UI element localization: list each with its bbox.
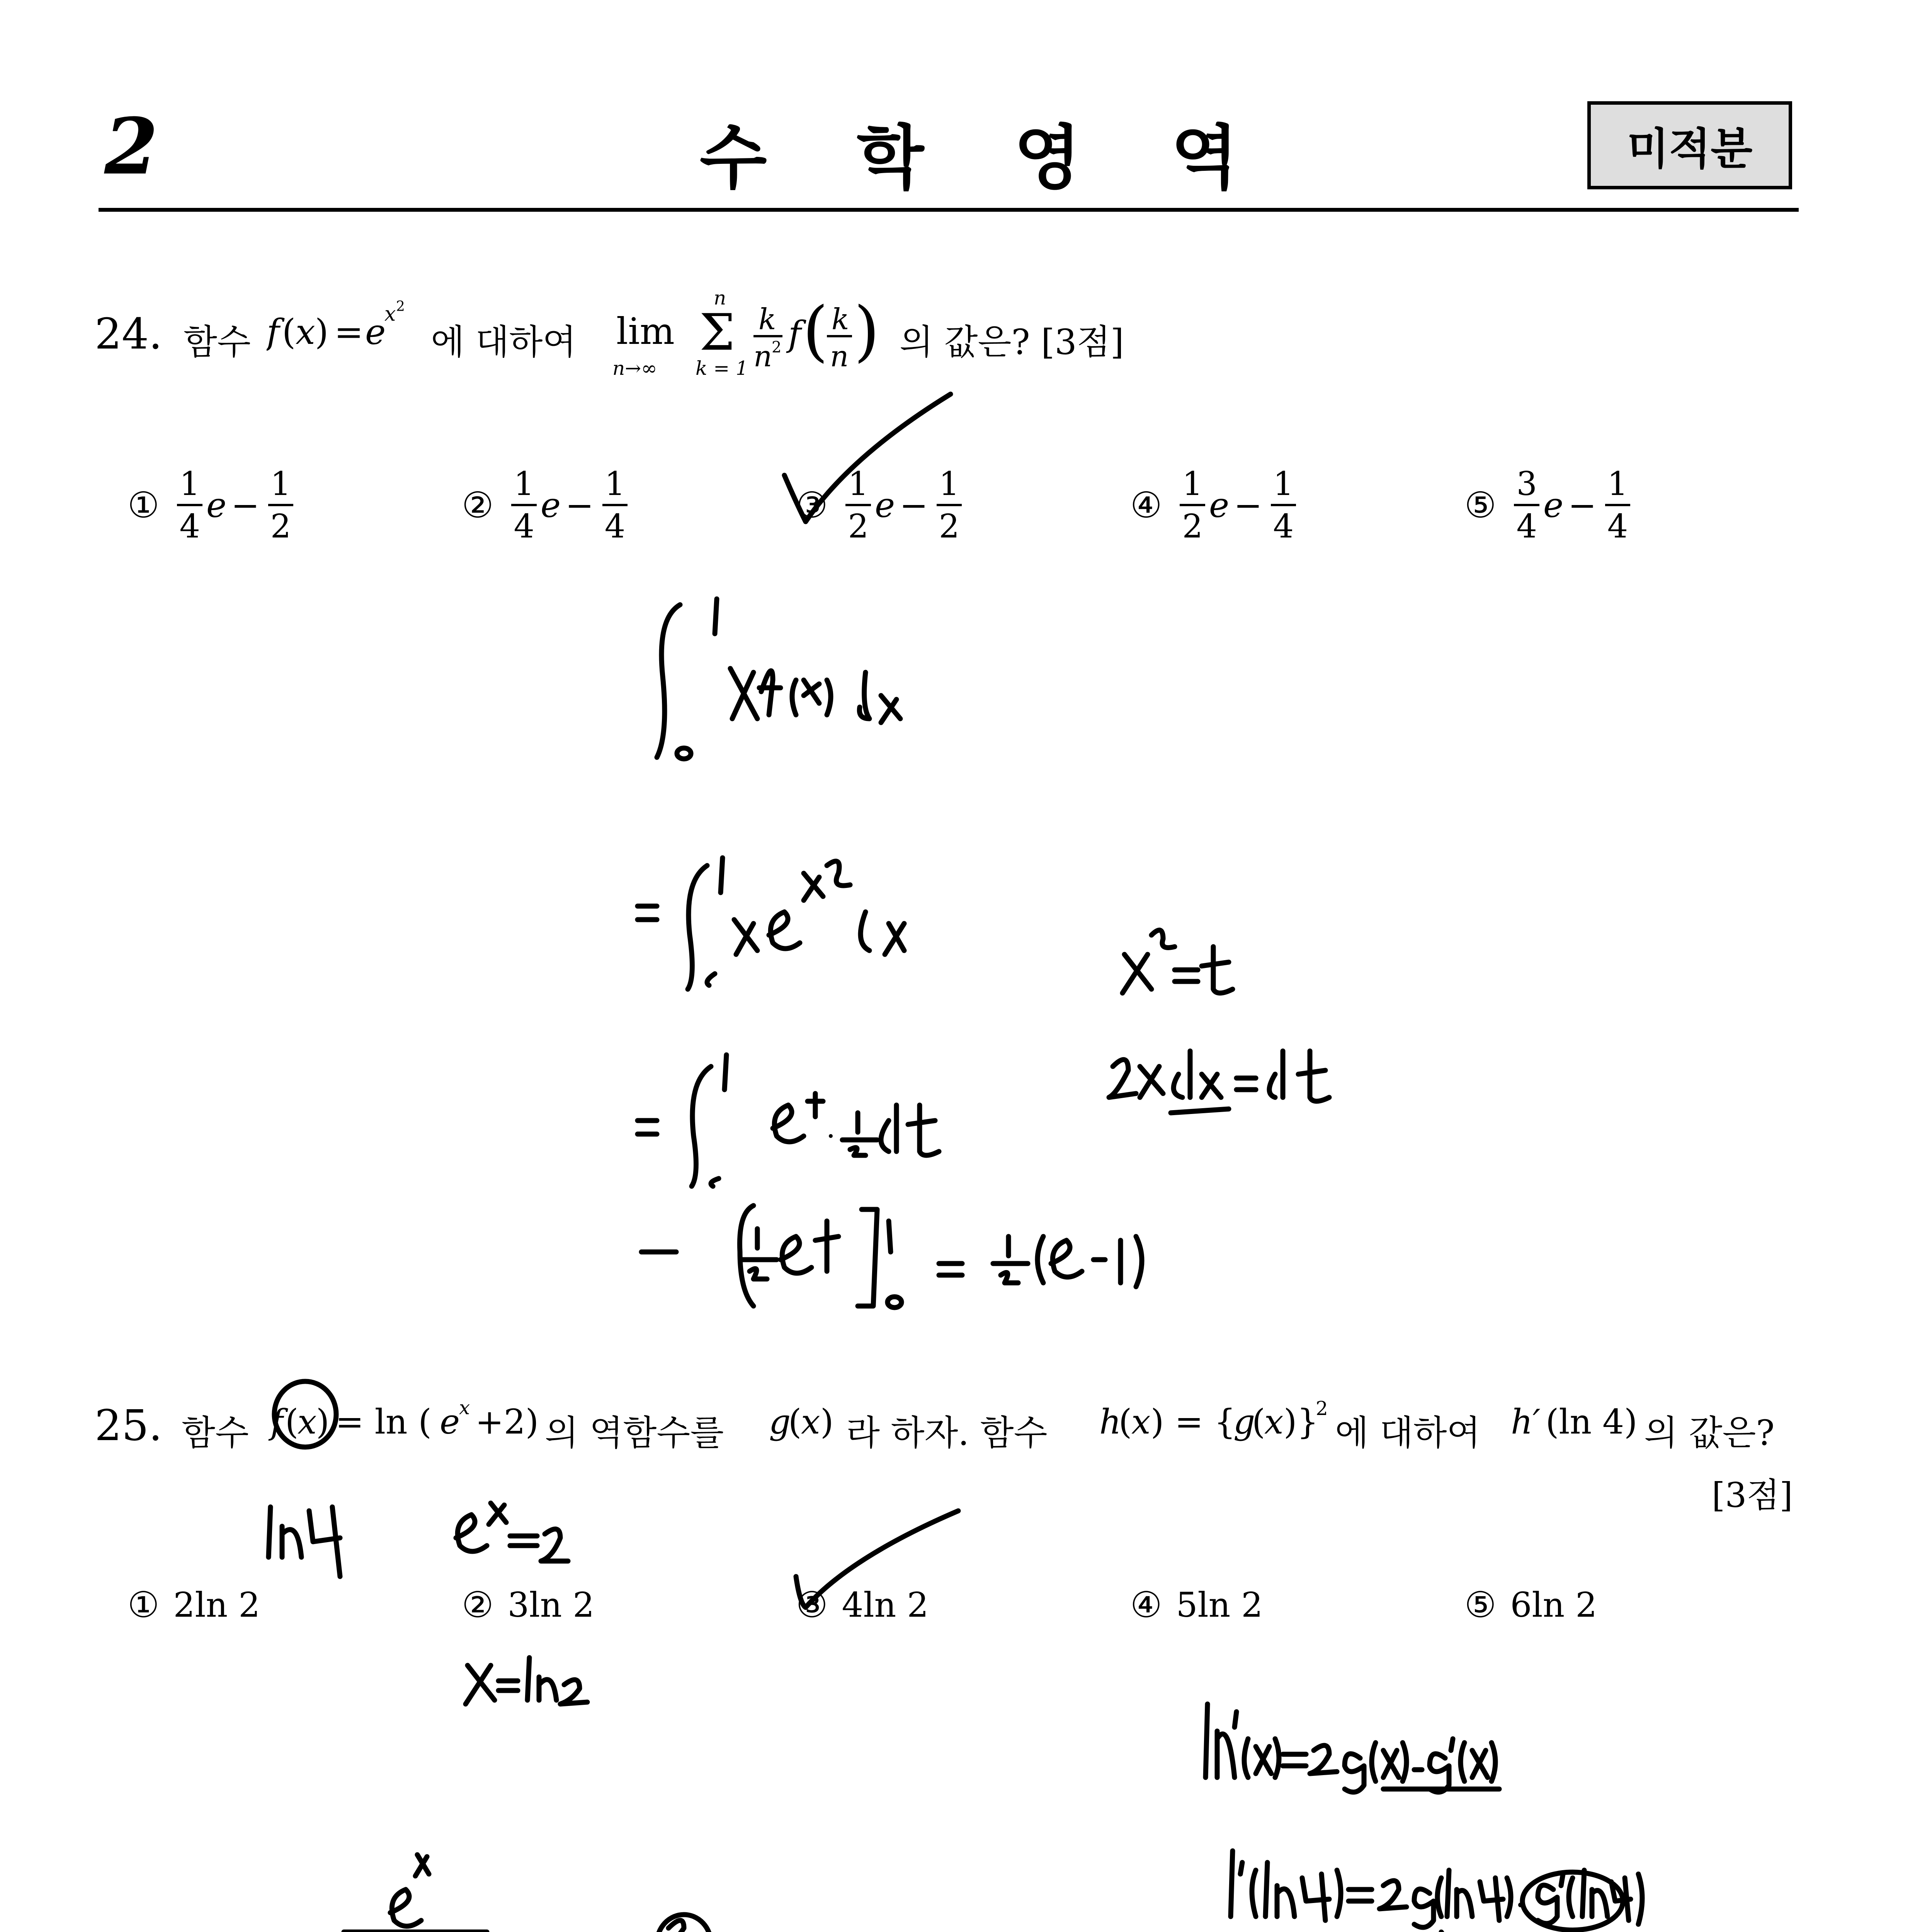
q25-choice-1[interactable] bbox=[128, 1584, 260, 1626]
q24-choice-1[interactable]: ① 1 4 e − 1 2 bbox=[128, 468, 297, 543]
work-ln4-note bbox=[269, 1507, 340, 1577]
work-substitution bbox=[1122, 930, 1233, 993]
q24-choice-2[interactable]: ② 1 4 e − 1 4 bbox=[462, 468, 631, 543]
svg-text:(: ( bbox=[285, 1402, 299, 1442]
svg-text:k = 1: k = 1 bbox=[696, 357, 748, 379]
svg-text:): ) bbox=[820, 1402, 834, 1442]
svg-text:(: ( bbox=[1119, 1402, 1132, 1442]
fraction: 1 2 bbox=[845, 468, 871, 543]
svg-text:(: ( bbox=[1252, 1402, 1265, 1442]
question-25-text-3: 에 대하여 bbox=[1335, 1413, 1481, 1453]
choice-mark: ② bbox=[462, 1584, 494, 1626]
svg-text:lim: lim bbox=[616, 310, 675, 353]
svg-text:= ln (: = ln ( bbox=[335, 1402, 432, 1442]
svg-text:h′: h′ bbox=[1511, 1402, 1541, 1442]
question-25-inverse bbox=[767, 1391, 856, 1453]
svg-text:n: n bbox=[753, 339, 772, 373]
svg-text:x: x bbox=[1131, 1402, 1151, 1442]
svg-text:k: k bbox=[759, 302, 776, 336]
svg-text:): ) bbox=[316, 1402, 330, 1442]
svg-text:x: x bbox=[801, 1402, 820, 1442]
choice-mark: ③ bbox=[796, 484, 828, 526]
svg-text:2: 2 bbox=[1316, 1397, 1328, 1420]
fraction: 1 4 bbox=[177, 468, 202, 543]
choice-mark: ① bbox=[128, 1584, 160, 1626]
svg-text:): ) bbox=[315, 312, 329, 352]
svg-text:x: x bbox=[384, 303, 396, 326]
question-25-text-4: 의 값은? bbox=[1644, 1413, 1775, 1453]
choice-mark: ① bbox=[128, 484, 160, 526]
fraction: 1 2 bbox=[268, 468, 293, 543]
header-divider bbox=[99, 208, 1799, 212]
subject-title: 수 학 영 역 bbox=[699, 118, 1271, 199]
q25-choice-2[interactable] bbox=[462, 1584, 594, 1626]
svg-text:n→∞: n→∞ bbox=[612, 357, 657, 379]
choice-value: 4ln 2 bbox=[842, 1585, 929, 1625]
fraction: 1 4 bbox=[511, 468, 536, 543]
work-integral-line-1 bbox=[657, 599, 900, 759]
svg-text:=: = bbox=[334, 312, 364, 352]
fraction: 1 4 bbox=[1271, 468, 1296, 543]
choice-mark: ④ bbox=[1130, 1584, 1162, 1626]
svg-text:Σ: Σ bbox=[699, 303, 735, 362]
svg-text:f: f bbox=[270, 1402, 283, 1442]
svg-text:f: f bbox=[788, 314, 801, 354]
svg-text:f: f bbox=[267, 312, 280, 352]
choice-mark: ② bbox=[462, 484, 494, 526]
svg-text:+2): +2) bbox=[475, 1402, 539, 1442]
svg-text:(: ( bbox=[803, 293, 828, 369]
work-chain-rule bbox=[1206, 1704, 1499, 1792]
question-24-limit-expression bbox=[612, 286, 914, 386]
svg-text:x: x bbox=[1264, 1402, 1284, 1442]
work-x-value bbox=[466, 1658, 587, 1704]
choice-value: 2ln 2 bbox=[173, 1585, 260, 1625]
question-25-number: 25. bbox=[95, 1401, 162, 1450]
question-24-text-middle: 에 대하여 bbox=[431, 322, 577, 362]
svg-text:)}: )} bbox=[1284, 1402, 1319, 1442]
choice-mark: ⑤ bbox=[1464, 484, 1497, 526]
svg-text:(: ( bbox=[282, 312, 296, 352]
question-25-text-2: 라 하자. 함수 bbox=[846, 1413, 1048, 1453]
work-integral-line-3 bbox=[638, 1055, 939, 1186]
svg-text:e: e bbox=[440, 1402, 460, 1442]
svg-text:n: n bbox=[714, 287, 726, 309]
q25-choice-3[interactable] bbox=[796, 1584, 929, 1626]
question-25-function bbox=[267, 1391, 568, 1453]
svg-text:(ln 4): (ln 4) bbox=[1546, 1402, 1638, 1442]
work-exp-note bbox=[456, 1503, 568, 1561]
choice-value: 6ln 2 bbox=[1510, 1585, 1597, 1625]
work-integral-line-2 bbox=[638, 858, 904, 989]
fraction: 1 2 bbox=[937, 468, 962, 543]
fraction: 1 4 bbox=[1605, 468, 1630, 543]
question-25-h-definition bbox=[1097, 1391, 1345, 1453]
q25-choice-5[interactable] bbox=[1464, 1584, 1597, 1626]
question-24-number: 24. bbox=[95, 309, 162, 359]
question-24-text-before: 함수 bbox=[184, 322, 251, 362]
work-circled-value bbox=[657, 1915, 711, 1932]
question-24-text-after: 의 값은? [3점] bbox=[900, 322, 1124, 362]
inverse-derivative-circle bbox=[1522, 1872, 1623, 1930]
fraction: 1 2 bbox=[1180, 468, 1205, 543]
question-25-text-before: 함수 bbox=[182, 1413, 249, 1453]
choice-mark: ⑤ bbox=[1464, 1584, 1497, 1626]
work-chain-rule-at-ln4 bbox=[1231, 1851, 1642, 1930]
q24-choice-4[interactable]: ④ 1 2 e − 1 4 bbox=[1130, 468, 1300, 543]
svg-text:e: e bbox=[365, 312, 386, 352]
svg-text:2: 2 bbox=[772, 338, 782, 356]
choice-value: 3ln 2 bbox=[507, 1585, 595, 1625]
svg-text:n: n bbox=[830, 339, 849, 373]
elective-badge: 미적분 bbox=[1587, 101, 1792, 189]
svg-text:x: x bbox=[296, 312, 315, 352]
page-number: 2 bbox=[104, 101, 158, 192]
svg-text:g: g bbox=[769, 1402, 791, 1442]
question-25-target bbox=[1509, 1391, 1648, 1453]
choice-value: 5ln 2 bbox=[1176, 1585, 1263, 1625]
svg-text:): ) bbox=[854, 293, 880, 369]
q24-choice-3[interactable]: ③ 1 2 e − 1 2 bbox=[796, 468, 966, 543]
choice-mark: ④ bbox=[1130, 484, 1162, 526]
svg-text:x: x bbox=[459, 1396, 470, 1419]
svg-text:h: h bbox=[1099, 1402, 1121, 1442]
work-integral-line-4 bbox=[641, 1206, 1142, 1308]
q24-choice-5[interactable]: ⑤ 3 4 e − 1 4 bbox=[1464, 468, 1634, 543]
svg-text:g: g bbox=[1233, 1402, 1255, 1442]
q25-choice-4[interactable] bbox=[1130, 1584, 1263, 1626]
question-25-text-1: 의 역함수를 bbox=[545, 1413, 724, 1453]
svg-text:2: 2 bbox=[396, 299, 405, 315]
svg-text:(: ( bbox=[788, 1402, 802, 1442]
fraction: 3 4 bbox=[1514, 468, 1539, 543]
svg-text:) = {: ) = { bbox=[1151, 1402, 1236, 1442]
work-differential bbox=[1109, 1051, 1329, 1113]
svg-text:k: k bbox=[832, 302, 849, 336]
svg-text:x: x bbox=[298, 1402, 317, 1442]
question-25-points: [3점] bbox=[1712, 1475, 1793, 1515]
work-derivative-fraction bbox=[344, 1855, 487, 1932]
choice-mark: ③ bbox=[796, 1584, 828, 1626]
fraction: 1 4 bbox=[602, 468, 628, 543]
